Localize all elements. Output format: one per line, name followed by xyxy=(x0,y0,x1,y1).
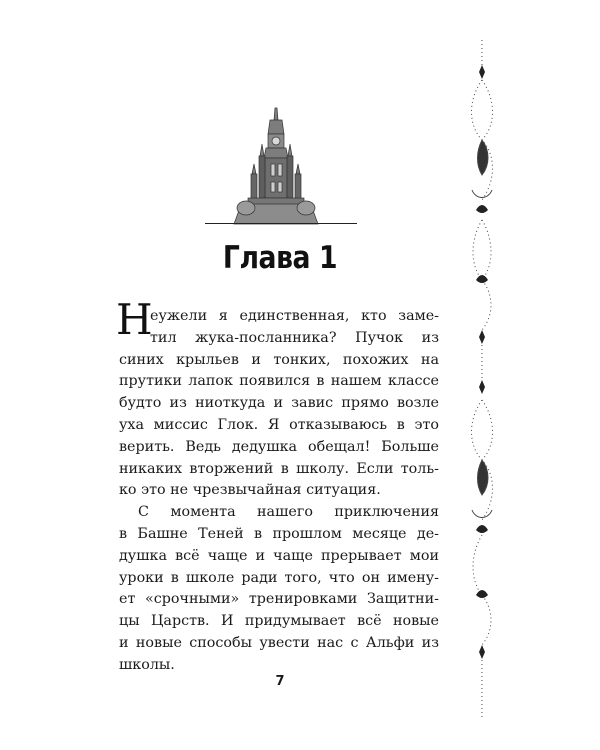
text-line: цы Царств. И придумывает всё новые xyxy=(119,613,439,630)
tower-illustration-icon xyxy=(228,104,324,228)
text-line: прутики лапок появился в нашем классе xyxy=(119,373,439,390)
text-line: уха миссис Глок. Я отказываюсь в это xyxy=(119,416,439,433)
text-line: в Башне Теней в прошлом месяце де- xyxy=(119,525,439,542)
text-line: будто из ниоткуда и завис прямо возле xyxy=(119,395,439,412)
chapter-title: Глава 1 xyxy=(222,240,338,276)
text-line: С момента нашего приключения xyxy=(138,504,439,521)
text-line: тил жука-посланника? Пучок из xyxy=(150,329,439,346)
page-number: 7 xyxy=(275,674,285,689)
text-line: душка всё чаще и чаще прерывает мои xyxy=(119,547,439,564)
text-line: ет «срочными» тренировками Защитни- xyxy=(119,591,439,608)
side-ornament-icon xyxy=(460,40,504,720)
text-line: верить. Ведь дедушка обещал! Больше xyxy=(119,438,439,455)
text-line: никаких вторжений в школу. Если толь- xyxy=(119,460,439,477)
text-line: уроки в школе ради того, что он имену- xyxy=(119,569,439,586)
text-line: синих крыльев и тонких, похожих на xyxy=(119,351,439,368)
text-line: школы. xyxy=(119,656,175,673)
drop-cap: Н xyxy=(116,295,153,344)
text-line: ко это не чрезвычайная ситуация. xyxy=(119,482,381,499)
chapter-rule xyxy=(205,223,357,224)
text-line: и новые способы увести нас с Альфи из xyxy=(119,634,439,651)
chapter-body xyxy=(116,295,439,677)
text-line-content: еужели я единственная, кто заме- xyxy=(150,308,439,324)
